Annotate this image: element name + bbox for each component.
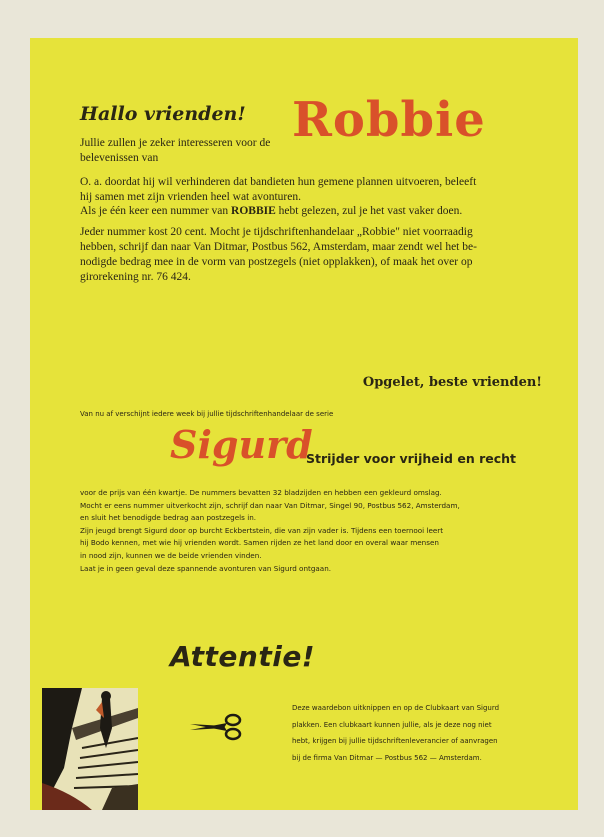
text-line: in nood zijn, kunnen we de beide vrienden vinden. [80, 550, 262, 560]
text-span: hebt gelezen, zul je het vast vaker doen. [278, 205, 463, 217]
text-line: Zijn jeugd brengt Sigurd door op burcht Eckbertstein, die van zijn vader is. Tijdens een toernooi leert [80, 525, 444, 535]
sigurd-title: Sigurd [170, 422, 313, 467]
sigurd-subtitle: Strijder voor vrijheid en recht [306, 451, 516, 466]
text-line: voor de prijs van één kwartje. De nummers bevatten 32 bladzijden en hebben een gekleurd omslag. [80, 488, 442, 497]
robbie-paragraph-3 [80, 225, 477, 285]
text-line: en sluit het benodigde bedrag aan postzegels in. [80, 513, 257, 523]
text-line: plakken. Een clubkaart kunnen jullie, als je deze nog niet [292, 720, 492, 729]
text-line: hebt, krijgen bij jullie tijdschriftenleverancier of aanvragen [292, 737, 498, 745]
text-line: Deze waardebon uitknippen en op de Clubkaart van Sigurd [292, 704, 500, 712]
sigurd-heading: Opgelet, beste vrienden! [362, 375, 542, 390]
robbie-paragraph-1 [80, 175, 476, 205]
robbie-bold-name: ROBBIE [231, 205, 276, 217]
text-line: bij de firma Van Ditmar — Postbus 562 — Amsterdam. [292, 753, 482, 762]
robbie-intro: Jullie zullen je zeker interesseren voor de belevenissen van [80, 137, 271, 164]
text-line: hij Bodo kennen, met wie hij vrienden wordt. Samen rijden ze het land door en overal waar mensen [80, 538, 439, 548]
text-line: O. a. doordat hij wil verhinderen dat bandieten hun gemene plannen uitvoeren, beleeft [80, 176, 477, 188]
sigurd-announcement: Van nu af verschijnt iedere week bij jullie tijdschriftenhandelaar de serie [80, 410, 334, 418]
text-line: Jeder nummer kost 20 cent. Mocht je tijdschriftenhandelaar „Robbie" niet voorraadig [80, 226, 473, 238]
text-line: Mocht er eens nummer uitverkocht zijn, schrijf dan naar Van Ditmar, Singel 90, Postbus 562, Amsterdam, [80, 500, 460, 510]
text-line: hij samen met zijn vrienden heel wat avonturen. [80, 191, 301, 203]
text-line: hebben, schrijf dan naar Van Ditmar, Postbus 562, Amsterdam, maar zendt wel het be- [80, 241, 477, 253]
text-line: girorekening nr. 76 424. [80, 271, 191, 283]
coupon-text [292, 700, 572, 766]
text-span: Als je één keer een nummer van [80, 205, 229, 217]
robbie-paragraph-2 [80, 204, 462, 219]
coupon [42, 688, 578, 810]
comic-illustration [42, 688, 138, 810]
greeting-heading: Hallo vrienden! [80, 103, 246, 125]
sigurd-body [80, 487, 552, 575]
text-line: nodigde bedrag mee in de vorm van postzegels (niet opplakken), of maak het over op [80, 256, 473, 268]
flyer-page [30, 38, 578, 810]
scissors-icon [186, 712, 246, 742]
robbie-title: Robbie [292, 92, 486, 148]
attentie-heading: Attentie! [170, 640, 316, 673]
text-line: Laat je in geen geval deze spannende avonturen van Sigurd ontgaan. [80, 563, 332, 573]
